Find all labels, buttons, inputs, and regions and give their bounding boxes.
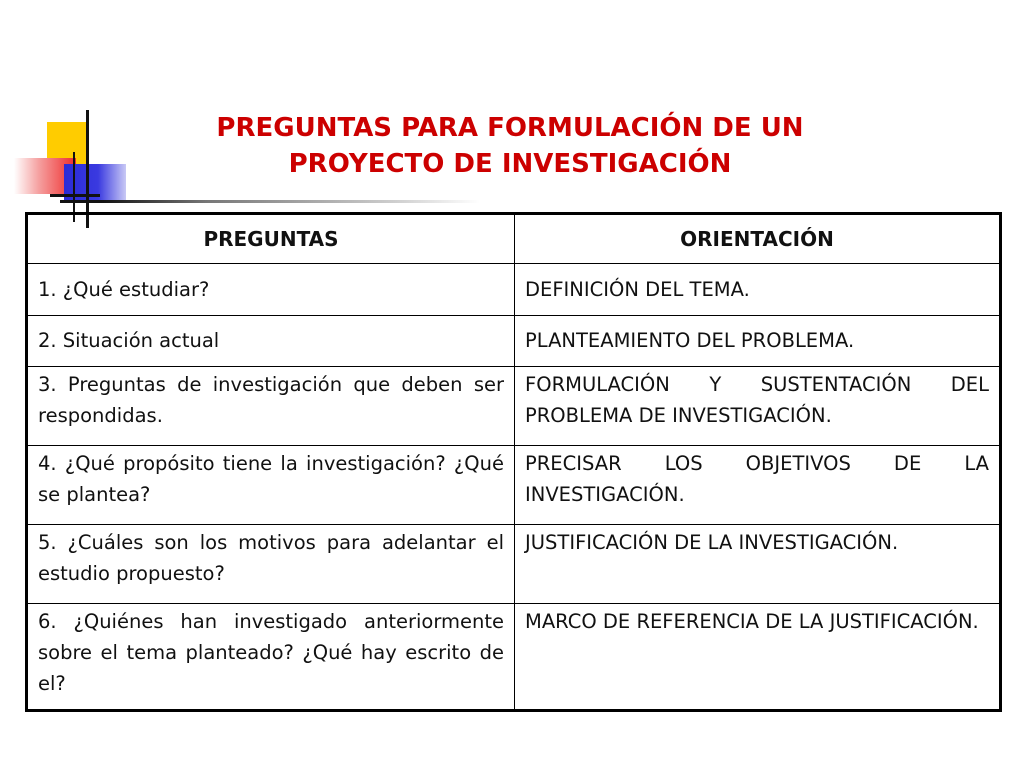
header-orientacion: ORIENTACIÓN xyxy=(515,214,1001,264)
table-row xyxy=(27,524,1001,603)
title-underline xyxy=(60,200,480,203)
cell-pregunta: 5. ¿Cuáles son los motivos para adelantar el estudio propuesto? xyxy=(27,524,515,603)
table-header-row xyxy=(27,214,1001,264)
questions-table xyxy=(25,212,1002,712)
title-line-2: PROYECTO DE INVESTIGACIÓN xyxy=(288,149,732,179)
slide-title xyxy=(150,110,870,182)
cell-orientacion: PLANTEAMIENTO DEL PROBLEMA. xyxy=(515,315,1001,367)
cell-orientacion: JUSTIFICACIÓN DE LA INVESTIGACIÓN. xyxy=(515,524,1001,603)
cell-orientacion: DEFINICIÓN DEL TEMA. xyxy=(515,264,1001,316)
cell-pregunta: 6. ¿Quiénes han investigado anteriormente sobre el tema planteado? ¿Qué hay escrito de el? xyxy=(27,603,515,710)
header-preguntas: PREGUNTAS xyxy=(27,214,515,264)
cell-orientacion: PRECISAR LOS OBJETIVOS DE LA INVESTIGACIÓN. xyxy=(515,445,1001,524)
horizontal-line xyxy=(50,194,100,197)
questions-table-container xyxy=(25,212,999,712)
table-row xyxy=(27,603,1001,710)
cell-pregunta: 2. Situación actual xyxy=(27,315,515,367)
table-row xyxy=(27,315,1001,367)
table-row xyxy=(27,264,1001,316)
cell-pregunta: 4. ¿Qué propósito tiene la investigación? ¿Qué se plantea? xyxy=(27,445,515,524)
cell-orientacion: FORMULACIÓN Y SUSTENTACIÓN DEL PROBLEMA DE INVESTIGACIÓN. xyxy=(515,367,1001,446)
vertical-line xyxy=(86,110,89,228)
table-row xyxy=(27,367,1001,446)
title-line-1: PREGUNTAS PARA FORMULACIÓN DE UN xyxy=(216,113,804,143)
cell-orientacion: MARCO DE REFERENCIA DE LA JUSTIFICACIÓN. xyxy=(515,603,1001,710)
table-row xyxy=(27,445,1001,524)
cell-pregunta: 3. Preguntas de investigación que deben ser respondidas. xyxy=(27,367,515,446)
cell-pregunta: 1. ¿Qué estudiar? xyxy=(27,264,515,316)
